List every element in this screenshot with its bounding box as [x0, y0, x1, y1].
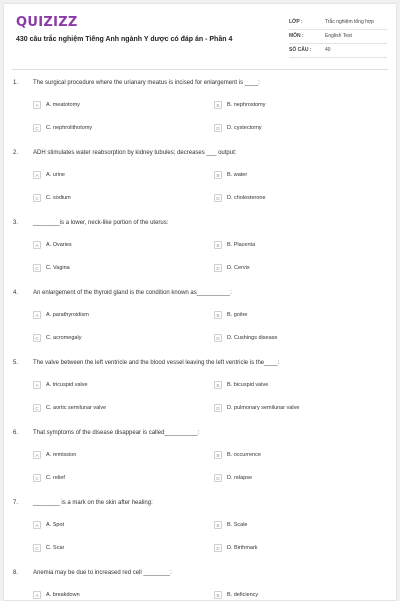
option-letter-box: D: [214, 194, 222, 202]
worksheet-page: [4, 4, 396, 600]
option-letter-box: B: [214, 381, 222, 389]
option-text: C. Scar: [46, 545, 65, 551]
option-letter-box: A: [33, 101, 41, 109]
question-text: An enlargement of the thyroid gland is the condition known as__________:: [33, 290, 232, 296]
option-letter-box: A: [33, 241, 41, 249]
option-text: A. tricuspid valve: [46, 382, 88, 388]
question-text: The valve between the left ventricle and the blood vessel leaving the left ventricle is the____:: [33, 360, 280, 366]
option-text: C. sodium: [46, 195, 71, 201]
option-letter-box: C: [33, 474, 41, 482]
option-letter-box: B: [214, 521, 222, 529]
question-text: The surgical procedure where the urianary meatus is incised for enlargement is ____:: [33, 80, 260, 86]
question-item: [4, 290, 396, 360]
question-number: 1.: [13, 80, 19, 86]
option-letter-box: B: [214, 451, 222, 459]
option-letter-box: C: [33, 334, 41, 342]
option-text: C. nephrolithotomy: [46, 125, 93, 131]
question-item: [4, 500, 396, 570]
option-text: A. urine: [46, 172, 65, 178]
option-text: C. acromegaly: [46, 335, 82, 341]
option-text: A. remission: [46, 452, 77, 458]
option-letter-box: A: [33, 171, 41, 179]
option-text: D. pulmonary semilunar valve: [227, 405, 300, 411]
option-letter-box: D: [214, 264, 222, 272]
question-number: 6.: [13, 430, 19, 436]
meta-value: English Test: [325, 33, 352, 39]
option-letter-box: B: [214, 241, 222, 249]
option-letter-box: B: [214, 171, 222, 179]
option-letter-box: C: [33, 264, 41, 272]
option-letter-box: C: [33, 404, 41, 412]
option-text: A. breakdown: [46, 592, 80, 598]
option-text: D. relapse: [227, 475, 253, 481]
option-text: B. water: [227, 172, 248, 178]
option-letter-box: B: [214, 311, 222, 319]
option-text: A. parathyroidism: [46, 312, 89, 318]
option-text: B. bicuspid valve: [227, 382, 269, 388]
question-item: [4, 360, 396, 430]
meta-table: [289, 16, 387, 58]
option-text: B. Scale: [227, 522, 248, 528]
question-item: [4, 220, 396, 290]
option-letter-box: A: [33, 521, 41, 529]
meta-row-class: [289, 16, 387, 30]
question-number: 7.: [13, 500, 19, 506]
option-letter-box: B: [214, 591, 222, 599]
quizizz-logo: QUIZIZZ: [16, 15, 78, 30]
question-text: That symptoms of the disease disappear is called__________:: [33, 430, 200, 436]
question-number: 3.: [13, 220, 19, 226]
option-text: B. nephrostomy: [227, 102, 266, 108]
option-text: B. goitre: [227, 312, 248, 318]
meta-label: MÔN :: [289, 33, 304, 39]
option-letter-box: A: [33, 591, 41, 599]
option-letter-box: C: [33, 194, 41, 202]
question-text: ________ is a mark on the skin after healing:: [33, 500, 153, 506]
option-letter-box: D: [214, 334, 222, 342]
question-item: [4, 80, 396, 150]
question-number: 8.: [13, 570, 19, 576]
question-item: [4, 430, 396, 500]
meta-label: LỚP :: [289, 19, 303, 25]
page-title: 430 câu trắc nghiệm Tiếng Anh ngành Y dược có đáp án - Phần 4: [16, 36, 233, 43]
option-letter-box: C: [33, 124, 41, 132]
option-text: D. cystectomy: [227, 125, 262, 131]
question-number: 5.: [13, 360, 19, 366]
option-text: D. Cushings disease: [227, 335, 278, 341]
option-text: C. Vagina: [46, 265, 70, 271]
option-letter-box: D: [214, 124, 222, 132]
header-divider: [12, 69, 388, 70]
option-text: C. relief: [46, 475, 65, 481]
option-text: A. Spot: [46, 522, 65, 528]
meta-row-count: [289, 44, 387, 58]
option-letter-box: D: [214, 404, 222, 412]
option-text: B. occurrence: [227, 452, 261, 458]
option-text: B. Placenta: [227, 242, 256, 248]
option-letter-box: A: [33, 451, 41, 459]
meta-value: 40: [325, 47, 331, 53]
question-text: ADH stimulates water reabsorption by kidney tubules; decreases ___ output:: [33, 150, 237, 156]
meta-row-subject: [289, 30, 387, 44]
question-text: ________is a lower, neck-like portion of the uterus:: [33, 220, 169, 226]
option-letter-box: B: [214, 101, 222, 109]
option-letter-box: C: [33, 544, 41, 552]
option-text: D. Cervix: [227, 265, 250, 271]
question-number: 4.: [13, 290, 19, 296]
meta-value: Trắc nghiệm tổng hợp: [325, 19, 374, 25]
option-text: A. meatotomy: [46, 102, 80, 108]
option-letter-box: D: [214, 474, 222, 482]
option-text: C. aortic semilunar valve: [46, 405, 107, 411]
option-letter-box: D: [214, 544, 222, 552]
meta-label: SỐ CÂU :: [289, 47, 312, 53]
question-item: [4, 570, 396, 600]
option-text: B. deficiency: [227, 592, 259, 598]
question-text: Anemia may be due to increased red cell ________:: [33, 570, 172, 576]
option-text: A. Ovaries: [46, 242, 72, 248]
question-number: 2.: [13, 150, 19, 156]
question-item: [4, 150, 396, 220]
option-text: D. cholesterone: [227, 195, 266, 201]
option-letter-box: A: [33, 381, 41, 389]
option-letter-box: A: [33, 311, 41, 319]
option-text: D. Birthmark: [227, 545, 258, 551]
